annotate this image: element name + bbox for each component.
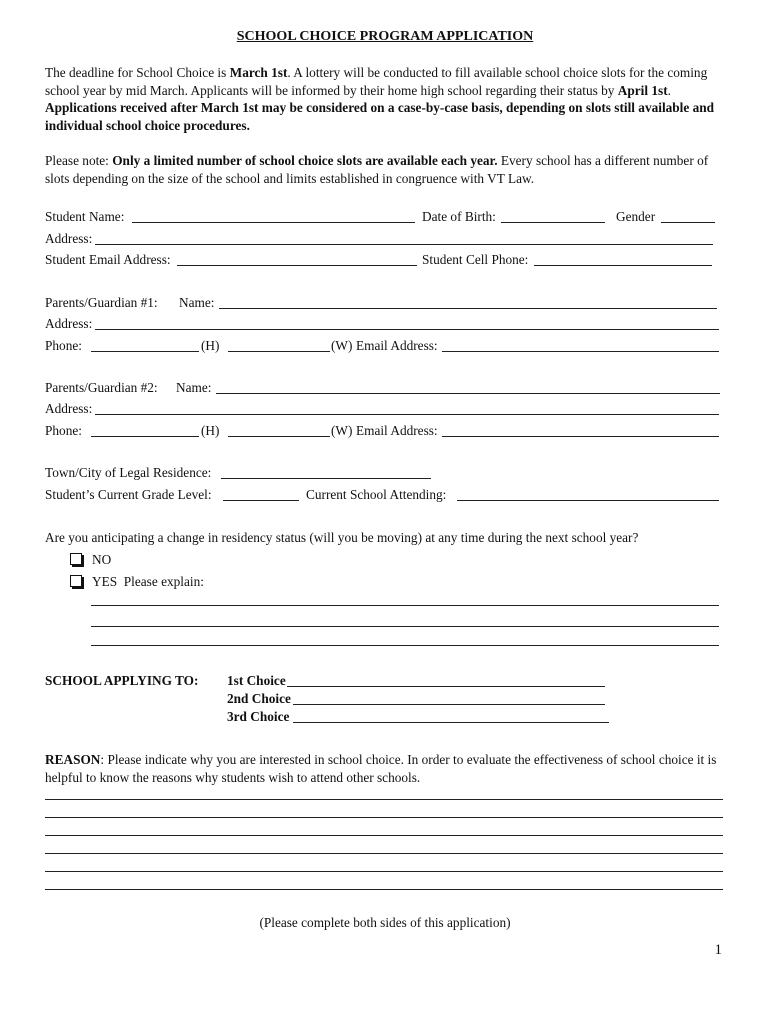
guardian2-email-label: Email Address: xyxy=(356,423,438,438)
student-email-field[interactable] xyxy=(177,251,417,266)
reason-line-4[interactable] xyxy=(45,853,723,854)
page-number: 1 xyxy=(714,942,722,958)
note-paragraph xyxy=(45,152,725,187)
reason-paragraph xyxy=(45,751,725,786)
footer-note: (Please complete both sides of this application) xyxy=(259,915,511,930)
student-contact-row xyxy=(45,251,725,269)
guardian2-address-field[interactable] xyxy=(95,400,719,415)
student-name-row xyxy=(45,208,725,226)
guardian1-home-suffix: (H) xyxy=(201,338,220,353)
guardian1-email-label: Email Address: xyxy=(356,338,438,353)
student-name-field[interactable] xyxy=(132,208,415,223)
guardian1-home-phone-field[interactable] xyxy=(91,337,199,352)
explain-label: Please explain: xyxy=(123,574,204,589)
student-name-label: Student Name: xyxy=(45,209,125,224)
guardian2-label: Parents/Guardian #2: xyxy=(45,380,158,395)
choice1-label: 1st Choice xyxy=(227,673,286,688)
guardian1-address-label: Address: xyxy=(45,316,93,331)
grade-school-row xyxy=(45,486,725,504)
guardian1-work-suffix: (W) xyxy=(331,338,353,353)
guardian1-name-label: Name: xyxy=(179,295,215,310)
yes-option[interactable] xyxy=(70,573,204,590)
choice3-field[interactable] xyxy=(293,708,609,723)
guardian1-name-field[interactable] xyxy=(219,294,717,309)
explain-line-1[interactable] xyxy=(91,605,719,606)
student-cell-field[interactable] xyxy=(534,251,712,266)
intro-paragraph xyxy=(45,64,725,134)
student-address-label: Address: xyxy=(45,231,93,246)
choice2-label: 2nd Choice xyxy=(227,691,291,706)
yes-label: YES xyxy=(92,574,118,589)
guardian2-work-phone-field[interactable] xyxy=(228,422,330,437)
grade-label: Student’s Current Grade Level: xyxy=(45,487,212,502)
reason-line-6[interactable] xyxy=(45,889,723,890)
intro-text-1: The deadline for School Choice is xyxy=(45,65,230,80)
guardian2-name-row xyxy=(45,379,725,397)
current-school-label: Current School Attending: xyxy=(306,487,447,502)
choice3-row xyxy=(227,708,617,726)
guardian2-address-row xyxy=(45,400,725,418)
guardian1-label: Parents/Guardian #1: xyxy=(45,295,158,310)
guardian1-name-row xyxy=(45,294,725,312)
grade-field[interactable] xyxy=(223,486,299,501)
choice2-field[interactable] xyxy=(293,690,605,705)
note-prefix: Please note: xyxy=(45,153,113,168)
applying-heading: SCHOOL APPLYING TO: xyxy=(45,673,199,688)
residency-question: Are you anticipating a change in residency status (will you be moving) at any time during the next school year? xyxy=(45,530,639,545)
no-option[interactable] xyxy=(70,551,111,568)
guardian2-phone-row xyxy=(45,422,725,440)
choice3-label: 3rd Choice xyxy=(227,709,290,724)
residence-row xyxy=(45,464,725,482)
reason-line-3[interactable] xyxy=(45,835,723,836)
residence-field[interactable] xyxy=(221,464,431,479)
reason-text: : Please indicate why you are interested in school choice. In order to evaluate the effectiveness of school choice it is helpful to know the reasons why students wish to attend other schools. xyxy=(45,752,717,785)
guardian2-home-phone-field[interactable] xyxy=(91,422,199,437)
reason-line-1[interactable] xyxy=(45,799,723,800)
dob-label: Date of Birth: xyxy=(422,209,496,224)
deadline-date: March 1st xyxy=(229,65,288,80)
reason-line-2[interactable] xyxy=(45,817,723,818)
student-address-row xyxy=(45,230,725,248)
guardian2-home-suffix: (H) xyxy=(201,423,220,438)
guardian1-phone-row xyxy=(45,337,725,355)
student-address-field[interactable] xyxy=(95,230,713,245)
choice1-row xyxy=(227,672,617,690)
explain-line-2[interactable] xyxy=(91,626,719,627)
gender-field[interactable] xyxy=(661,208,715,223)
late-application-note: Applications received after March 1st may be considered on a case-by-case basis, depending on slots still available and individual school choice procedures. xyxy=(45,100,715,133)
student-cell-label: Student Cell Phone: xyxy=(422,252,529,267)
gender-label: Gender xyxy=(616,209,656,224)
note-rest: Every school has a different number of slots depending on the size of the school and limits established in congruence with VT Law. xyxy=(45,153,709,186)
student-email-label: Student Email Address: xyxy=(45,252,171,267)
guardian2-work-suffix: (W) xyxy=(331,423,353,438)
current-school-field[interactable] xyxy=(457,486,719,501)
choice2-row xyxy=(227,690,617,708)
no-label: NO xyxy=(92,552,112,567)
guardian2-email-field[interactable] xyxy=(442,422,719,437)
intro-text-2: . A lottery will be conducted to fill available school choice slots for the coming school year by mid March. Applicants will be informed by their home high school regarding their status by xyxy=(45,65,708,98)
no-checkbox[interactable] xyxy=(70,553,82,565)
guardian2-phone-label: Phone: xyxy=(45,423,82,438)
notify-date: April 1st xyxy=(617,82,668,98)
reason-line-5[interactable] xyxy=(45,871,723,872)
guardian2-name-label: Name: xyxy=(176,380,212,395)
guardian1-email-field[interactable] xyxy=(442,337,719,352)
guardian2-address-label: Address: xyxy=(45,401,93,416)
guardian1-work-phone-field[interactable] xyxy=(228,337,330,352)
guardian1-address-row xyxy=(45,315,725,333)
form-title: SCHOOL CHOICE PROGRAM APPLICATION xyxy=(236,29,534,44)
dob-field[interactable] xyxy=(501,208,605,223)
guardian2-name-field[interactable] xyxy=(216,379,720,394)
choice1-field[interactable] xyxy=(287,672,605,687)
note-bold: Only a limited number of school choice slots are available each year. xyxy=(112,153,498,168)
explain-line-3[interactable] xyxy=(91,645,719,646)
guardian1-address-field[interactable] xyxy=(95,315,719,330)
intro-text-3: . xyxy=(667,82,671,98)
yes-checkbox[interactable] xyxy=(70,575,82,587)
guardian1-phone-label: Phone: xyxy=(45,338,82,353)
residence-label: Town/City of Legal Residence: xyxy=(45,465,212,480)
reason-label: REASON xyxy=(45,752,101,767)
